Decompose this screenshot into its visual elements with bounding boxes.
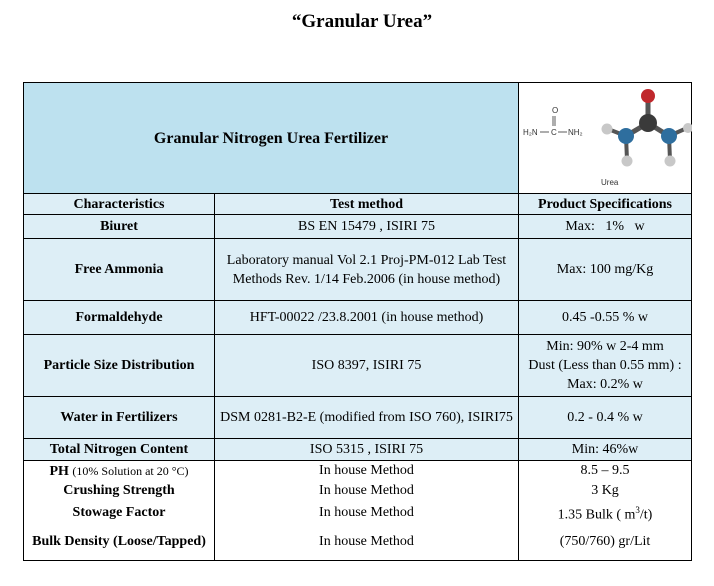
- characteristic-cell: Bulk Density (Loose/Tapped): [24, 525, 215, 561]
- molecule-caption: Urea: [601, 178, 619, 187]
- spec-cell: [519, 335, 692, 397]
- table-header-row: [24, 83, 692, 194]
- table-row: [24, 481, 692, 501]
- spec-suffix: /t): [639, 507, 653, 523]
- table-row: [24, 335, 692, 397]
- product-name-heading: Granular Nitrogen Urea Fertilizer: [24, 83, 519, 194]
- table-row: [24, 461, 692, 482]
- characteristic-cell: Particle Size Distribution: [24, 335, 215, 397]
- method-cell: DSM 0281-B2-E (modified from ISO 760), ISIRI75: [215, 397, 519, 439]
- column-header-test-method: Test method: [215, 194, 519, 215]
- spec-cell: 0.45 -0.55 % w: [519, 301, 692, 335]
- method-cell: In house Method: [215, 481, 519, 501]
- spec-line: Min: 90% w 2-4 mm: [546, 339, 664, 354]
- method-cell: ISO 8397, ISIRI 75: [215, 335, 519, 397]
- characteristic-cell: Stowage Factor: [24, 501, 215, 525]
- spec-line: Dust (Less than 0.55 mm) :: [528, 358, 682, 373]
- specification-table: [23, 82, 692, 561]
- method-cell: In house Method: [215, 461, 519, 482]
- characteristic-note: (10% Solution at 20 °C): [72, 463, 189, 478]
- characteristic-cell: [24, 461, 215, 482]
- method-cell: BS EN 15479 , ISIRI 75: [215, 215, 519, 239]
- characteristic-cell: Total Nitrogen Content: [24, 439, 215, 461]
- spec-cell: Max: 100 mg/Kg: [519, 239, 692, 301]
- nitrogen-atom: [618, 128, 634, 144]
- spec-cell: Min: 46%w: [519, 439, 692, 461]
- oxygen-atom: [641, 89, 655, 103]
- table-row: [24, 525, 692, 561]
- nitrogen-atom: [661, 128, 677, 144]
- carbon-atom: [639, 114, 657, 132]
- column-header-product-specifications: Product Specifications: [519, 194, 692, 215]
- spec-cell: 3 Kg: [519, 481, 692, 501]
- method-cell: HFT-00022 /23.8.2001 (in house method): [215, 301, 519, 335]
- table-row: [24, 301, 692, 335]
- characteristic-cell: Biuret: [24, 215, 215, 239]
- spec-cell: 8.5 – 9.5: [519, 461, 692, 482]
- table-row: [24, 501, 692, 525]
- urea-structure-image: [519, 83, 692, 194]
- hydrogen-atom: [665, 156, 676, 167]
- document-title: “Granular Urea”: [291, 11, 433, 32]
- spec-prefix: 1.35 Bulk ( m: [557, 507, 636, 523]
- characteristic-cell: Crushing Strength: [24, 481, 215, 501]
- formula-carbon-label: C: [551, 128, 557, 137]
- spec-cell: Max: 1% w: [519, 215, 692, 239]
- characteristic-cell: Formaldehyde: [24, 301, 215, 335]
- method-cell: Laboratory manual Vol 2.1 Proj-PM-012 Lab Test Methods Rev. 1/14 Feb.2006 (in house method): [215, 239, 519, 301]
- table-row: [24, 239, 692, 301]
- spec-superscript: 3: [635, 505, 640, 515]
- urea-molecule-diagram: [519, 83, 692, 193]
- formula-oxygen-label: O: [552, 106, 559, 115]
- characteristic-cell: Water in Fertilizers: [24, 397, 215, 439]
- table-row: [24, 397, 692, 439]
- method-cell: In house Method: [215, 525, 519, 561]
- formula-left-amine-label: H₂N: [523, 128, 538, 137]
- spec-line: Max: 0.2% w: [567, 377, 643, 392]
- column-header-row: [24, 194, 692, 215]
- hydrogen-atom: [683, 123, 692, 133]
- hydrogen-atom: [602, 124, 613, 135]
- spec-cell: 0.2 - 0.4 % w: [519, 397, 692, 439]
- table-row: [24, 215, 692, 239]
- method-cell: ISO 5315 , ISIRI 75: [215, 439, 519, 461]
- characteristic-cell: Free Ammonia: [24, 239, 215, 301]
- table-row: [24, 439, 692, 461]
- column-header-characteristics: Characteristics: [24, 194, 215, 215]
- spec-cell: (750/760) gr/Lit: [519, 525, 692, 561]
- formula-right-amine-label: NH₂: [568, 128, 583, 137]
- method-cell: In house Method: [215, 501, 519, 525]
- hydrogen-atom: [622, 156, 633, 167]
- characteristic-label: PH: [49, 463, 69, 479]
- spec-cell: [519, 501, 692, 525]
